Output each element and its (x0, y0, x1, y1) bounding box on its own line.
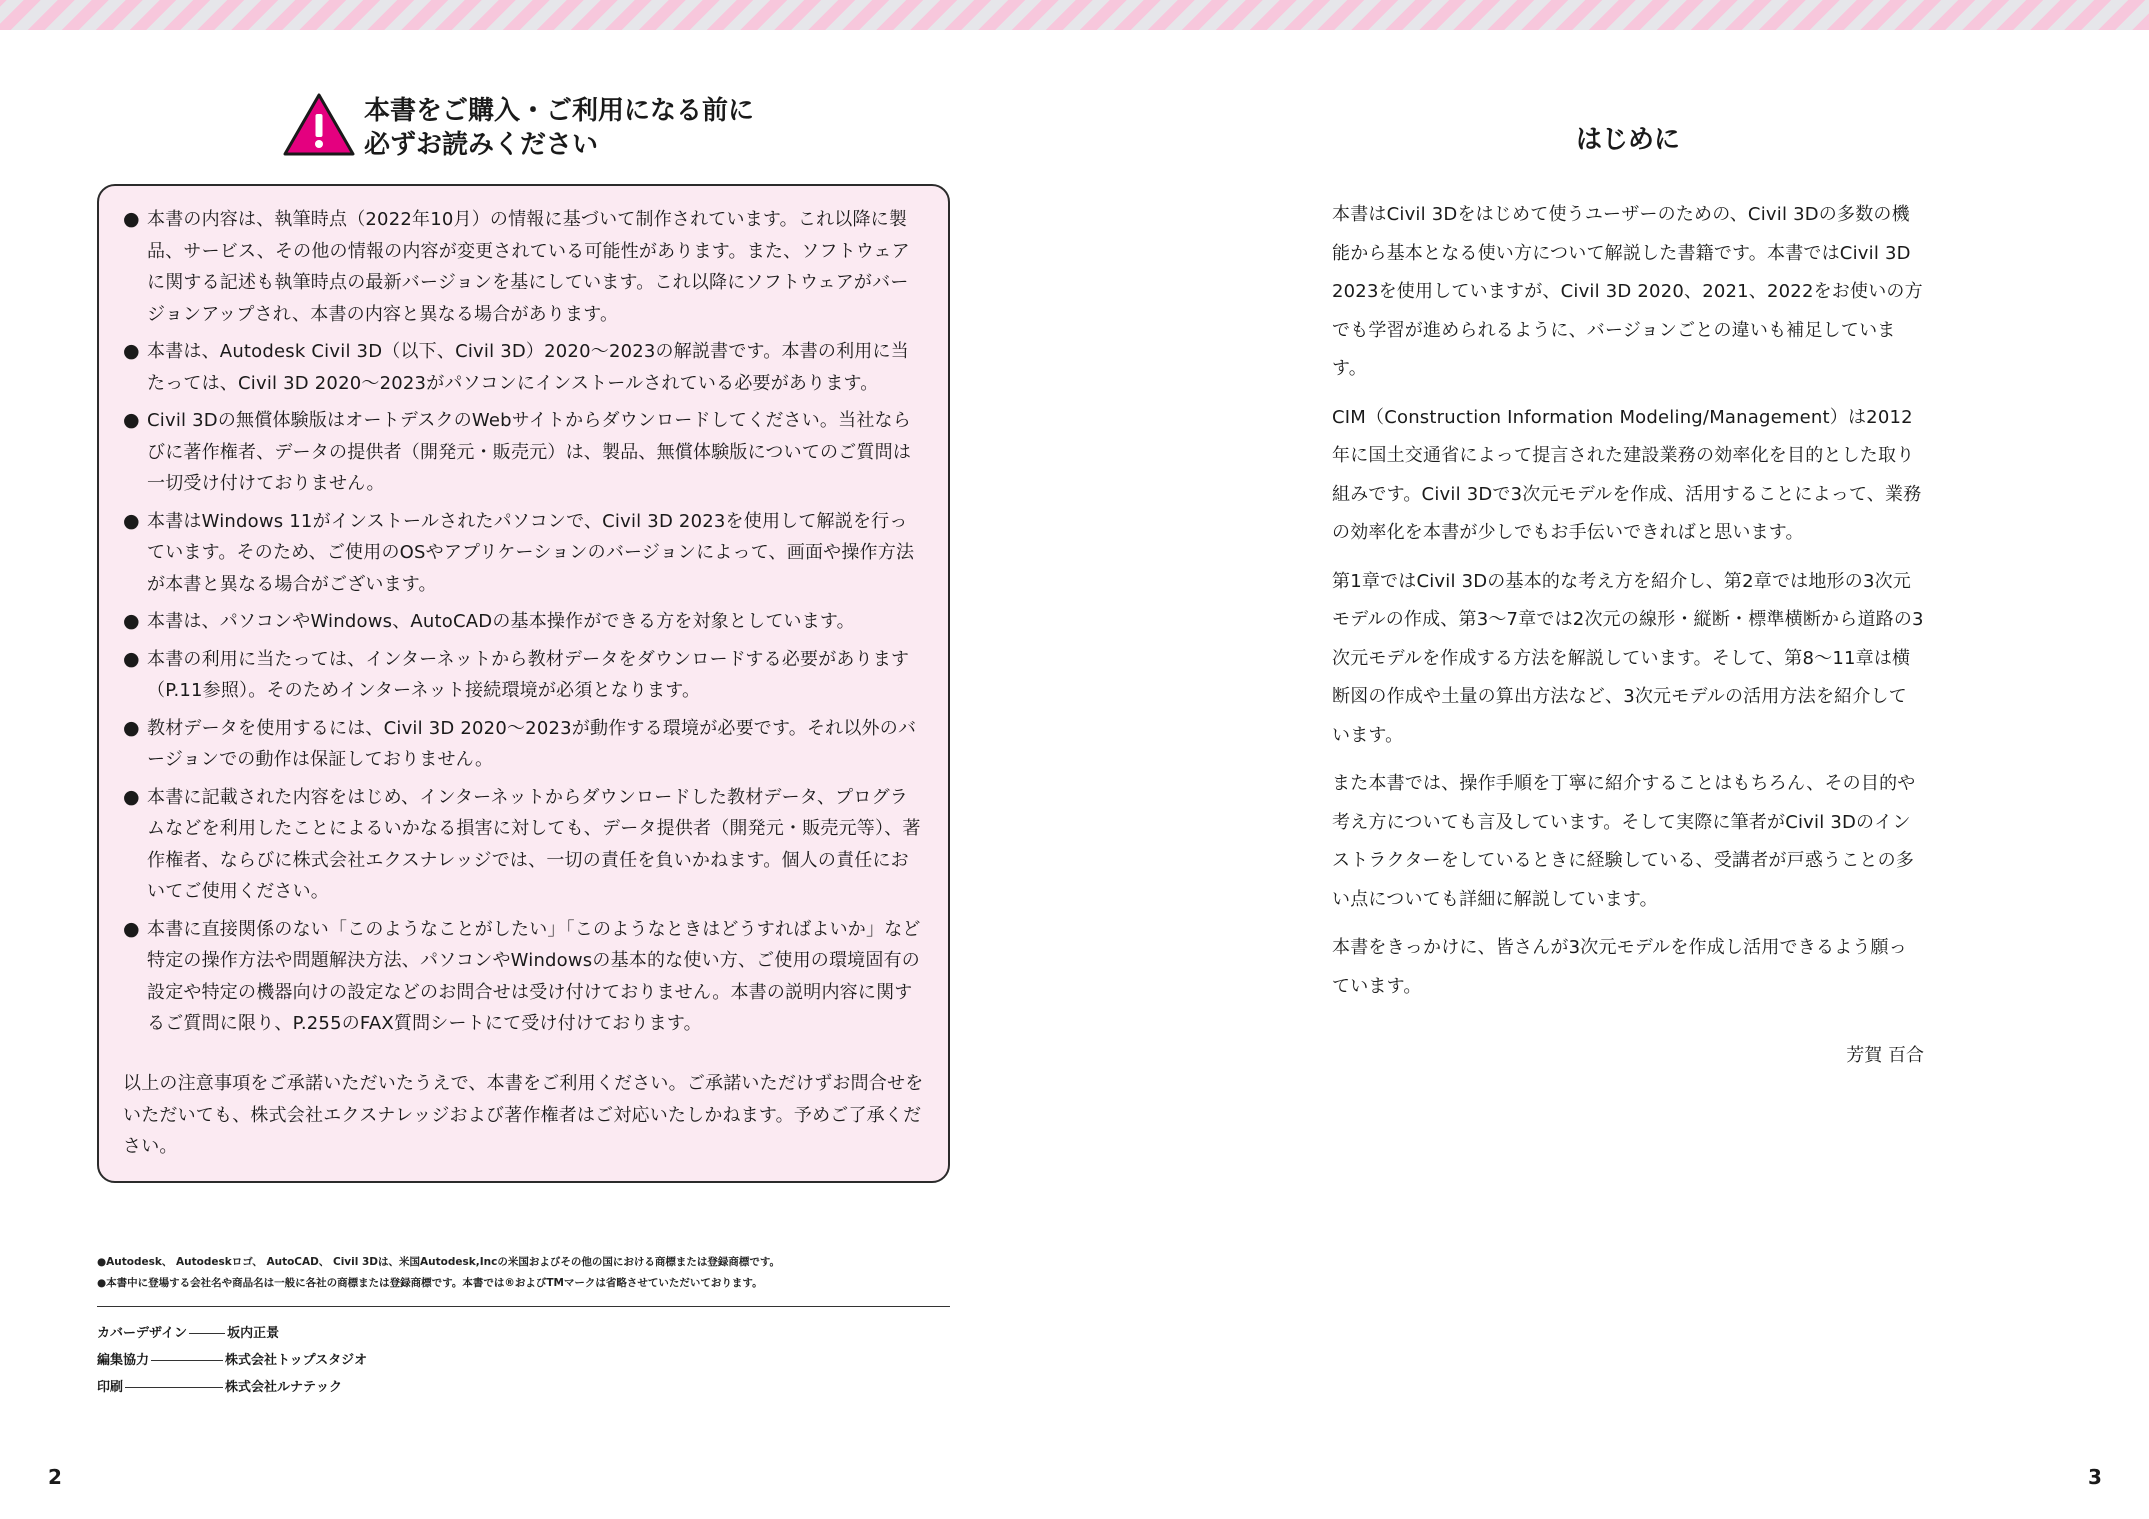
notice-list (123, 204, 925, 1046)
notice-item (123, 713, 925, 776)
notice-text: 教材データを使用するには、Civil 3D 2020～2023が動作する環境が必要です。それ以外のバージョンでの動作は保証しておりません。 (147, 717, 917, 770)
bullet: ● (123, 647, 140, 670)
notice-item (123, 782, 925, 908)
trademark-note: ●Autodesk、 Autodeskロゴ、 AutoCAD、 Civil 3Dは、米国Autodesk,Incの米国およびその他の国における商標または登録商標です。 (97, 1256, 780, 1268)
notice-item (123, 914, 925, 1040)
credit-row (97, 1347, 597, 1374)
notice-item (123, 606, 925, 638)
notice-text: 本書はWindows 11がインストールされたパソコンで、Civil 3D 2023を使用して解説を行っています。そのため、ご使用のOSやアプリケーションのバージョンによって、画面や操作方法が本書と異なる場合がございます。 (147, 510, 915, 595)
credit-leader-line (125, 1387, 223, 1388)
notice-text: 本書は、パソコンやWindows、AutoCADの基本操作ができる方を対象としています。 (147, 611, 855, 632)
bullet: ● (123, 509, 140, 532)
page-number-left: 2 (48, 1465, 62, 1489)
credit-name: 株式会社ルナテック (225, 1380, 343, 1395)
notice-text: 本書に記載された内容をはじめ、インターネットからダウンロードした教材データ、プログラムなどを利用したことによるいかなる損害に対しても、データ提供者（開発元・販売元等）、著作権者、ならびに株式会社エクスナレッジでは、一切の責任を負いかねます。個人の責任においてご使用ください。 (147, 786, 921, 902)
intro-paragraph: 第1章ではCivil 3Dの基本的な考え方を紹介し、第2章では地形の3次元モデルの作成、第3～7章では2次元の線形・縦断・標準横断から道路の3次元モデルを作成する方法を解説しています。そして、第8～11章は横断図の作成や土量の算出方法など、3次元モデルの活用方法を紹介しています。 (1332, 570, 1924, 746)
author-signature: 芳賀 百合 (1846, 1045, 1924, 1066)
notice-item (123, 336, 925, 399)
notice-footer: 以上の注意事項をご承諾いただいたうえで、本書をご利用ください。ご承諾いただけずお問合せをいただいても、株式会社エクスナレッジおよび著作権者はご対応いたしかねます。予めご了承ください。 (123, 1073, 924, 1157)
notice-text: Civil 3Dの無償体験版はオートデスクのWebサイトからダウンロードしてください。当社ならびに著作権者、データの提供者（開発元・販売元）は、製品、無償体験版についてのご質問は一切受け付けておりません。 (147, 410, 912, 494)
notice-text: 本書の内容は、執筆時点（2022年10月）の情報に基づいて制作されています。これ以降に製品、サービス、その他の情報の内容が変更されている可能性があります。また、ソフトウェアに関する記述も執筆時点の最新バージョンを基にしています。これ以降にソフトウェアがバージョンアップされ、本書の内容と異なる場合があります。 (147, 209, 910, 325)
intro-paragraph: 本書をきっかけに、皆さんが3次元モデルを作成し活用できるよう願っています。 (1332, 937, 1907, 997)
intro-body (1332, 196, 1924, 1016)
bullet: ● (123, 409, 140, 431)
notice-item (123, 506, 925, 601)
credit-row (97, 1320, 597, 1347)
decorative-stripe-band (0, 0, 2149, 30)
warning-heading (282, 92, 982, 172)
notice-text: 本書に直接関係のない「このようなことがしたい」「このようなときはどうすればよいか」など特定の操作方法や問題解決方法、パソコンやWindowsの基本的な使い方、ご使用の環境固有の設定や特定の機器向けの設定などのお問合せは受け付けておりません。本書の説明内容に関するご質問に限り、P.255のFAX質問シートにて受け付けております。 (147, 918, 921, 1034)
credit-leader-line (151, 1360, 223, 1361)
bullet: ● (123, 340, 140, 362)
bullet: ● (123, 208, 140, 230)
warning-title (364, 94, 754, 162)
intro-paragraph: また本書では、操作手順を丁寧に紹介することはもちろん、その目的や考え方についても言及しています。そして実際に筆者がCivil 3Dのインストラクターをしているときに経験している、受講者が戸惑うことの多い点についても詳細に解説しています。 (1332, 773, 1916, 910)
credit-name: 株式会社トップスタジオ (225, 1353, 368, 1368)
bullet: ● (123, 716, 140, 739)
credit-row (97, 1374, 597, 1401)
intro-paragraph: CIM（Construction Information Modeling/Management）は2012年に国土交通省によって提言された建設業務の効率化を目的とした取り組みです。Civil 3Dで3次元モデルを作成、活用することによって、業務の効率化を本書が少しでもお手伝いできればと思います。 (1332, 406, 1922, 543)
credit-role: 編集協力 (97, 1353, 150, 1368)
notice-box (97, 184, 950, 1183)
bullet: ● (123, 917, 140, 940)
warning-triangle-icon (282, 92, 356, 158)
notice-item (123, 405, 925, 500)
credits (97, 1320, 597, 1401)
credit-role: カバーデザイン (97, 1326, 188, 1341)
divider (97, 1306, 950, 1307)
notice-text: 本書は、Autodesk Civil 3D（以下、Civil 3D）2020～2023の解説書です。本書の利用に当たっては、Civil 3D 2020～2023がパソコンにインストールされている必要があります。 (147, 341, 909, 394)
intro-paragraph: 本書はCivil 3Dをはじめて使うユーザーのための、Civil 3Dの多数の機能から基本となる使い方について解説した書籍です。本書ではCivil 3D 2023を使用していますが、Civil 3D 2020、2021、2022をお使いの方でも学習が進められるように、バージョンごとの違いも補足しています。 (1332, 204, 1923, 379)
notice-item (123, 644, 925, 707)
warning-title-line2: 必ずお読みください (364, 130, 599, 160)
intro-title (1332, 122, 1932, 158)
trademark-note: ●本書中に登場する会社名や商品名は一般に各社の商標または登録商標です。本書では®およびTMマークは省略させていただいております。 (97, 1277, 763, 1289)
bullet: ● (123, 610, 140, 632)
page-number-right: 3 (2088, 1465, 2102, 1489)
credit-name: 坂内正景 (227, 1326, 280, 1341)
notice-text: 本書の利用に当たっては、インターネットから教材データをダウンロードする必要があります（P.11参照）。そのためインターネット接続環境が必須となります。 (147, 648, 910, 701)
warning-title-line1: 本書をご購入・ご利用になる前に (364, 96, 755, 126)
notice-item (123, 204, 925, 330)
credit-leader-line (189, 1333, 225, 1334)
bullet: ● (123, 785, 140, 808)
intro-title-text: はじめに (1575, 125, 1680, 155)
credit-role: 印刷 (97, 1380, 124, 1395)
trademark-notes (97, 1252, 950, 1294)
